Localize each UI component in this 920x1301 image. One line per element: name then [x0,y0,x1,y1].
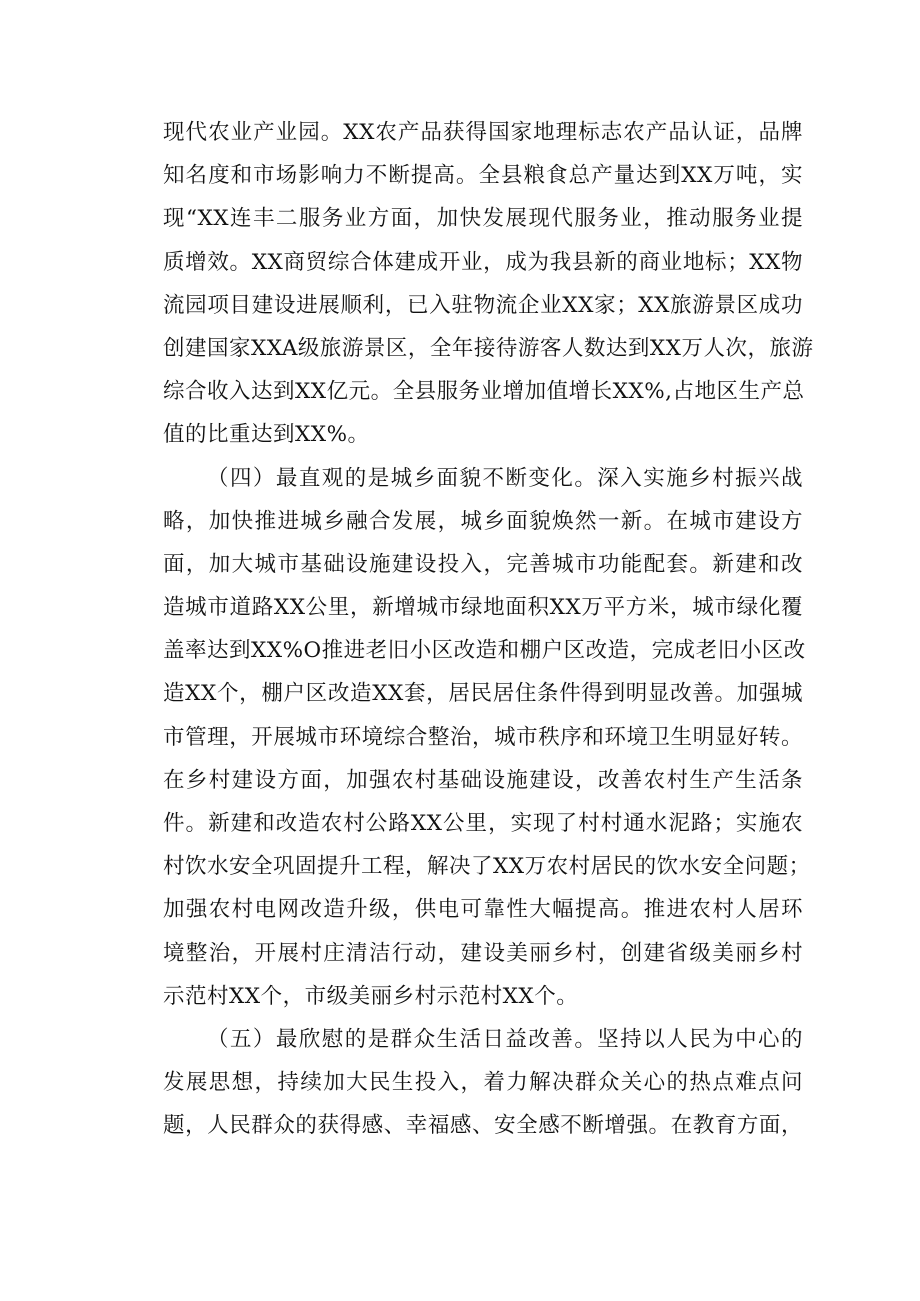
text-line: 件。新建和改造农村公路XX公里，实现了村村通水泥路；实施农 [163,811,803,836]
text-line: 造城市道路XX公里，新增城市绿地面积XX万平方米，城市绿化覆 [163,595,803,621]
text-line: （四）最直观的是城乡面貌不断变化。深入实施乡村振兴战 [207,465,803,491]
text-line: 综合收入达到XX亿元。全县服务业增加值增长XX%,占地区生产总 [163,379,805,405]
text-line: 发展思想，持续加大民生投入，着力解决群众关心的热点难点问 [163,1070,803,1096]
text-line: 境整治，开展村庄清洁行动，建设美丽乡村，创建省级美丽乡村 [163,940,803,966]
text-line: 盖率达到XX%O推进老旧小区改造和棚户区改造，完成老旧小区改 [163,638,806,664]
text-line: 市管理，开展城市环境综合整治，城市秩序和环境卫生明显好转。 [163,724,803,750]
text-line: 造XX个，棚户区改造XX套，居民居住条件得到明显改善。加强城 [163,681,803,707]
text-line: 现“XX连丰二服务业方面，加快发展现代服务业，推动服务业提 [163,206,803,232]
text-line: 质增效。XX商贸综合体建成开业，成为我县新的商业地标；XX物 [163,249,803,275]
text-line: 创建国家XXA级旅游景区，全年接待游客人数达到XX万人次，旅游 [163,335,814,361]
paragraph-livelihood [163,1018,803,1148]
paragraph-urban-rural [163,457,811,1018]
paragraph-services [163,111,814,457]
text-line: 现代农业产业园。XX农产品获得国家地理标志农产品认证，品牌 [163,120,803,145]
text-line: 值的比重达到XX%。 [163,422,370,448]
text-line: 流园项目建设进展顺利，已入驻物流企业XX家；XX旅游景区成功 [163,292,803,318]
text-line: 示范村XX个，市级美丽乡村示范村XX个。 [163,983,579,1009]
document-body [163,111,814,1148]
text-line: 略，加快推进城乡融合发展，城乡面貌焕然一新。在城市建设方 [163,508,803,534]
text-line: 面，加大城市基础设施建设投入，完善城市功能配套。新建和改 [163,551,803,577]
text-line: 村饮水安全巩固提升工程，解决了XX万农村居民的饮水安全问题； [163,854,811,880]
text-line: 加强农村电网改造升级，供电可靠性大幅提高。推进农村人居环 [163,897,803,923]
text-line: （五）最欣慰的是群众生活日益改善。坚持以人民为中心的 [207,1026,803,1052]
text-line: 题，人民群众的获得感、幸福感、安全感不断增强。在教育方面， [163,1113,803,1139]
text-line: 在乡村建设方面，加强农村基础设施建设，改善农村生产生活条 [163,767,803,793]
text-line: 知名度和市场影响力不断提高。全县粮食总产量达到XX万吨，实 [163,163,803,189]
